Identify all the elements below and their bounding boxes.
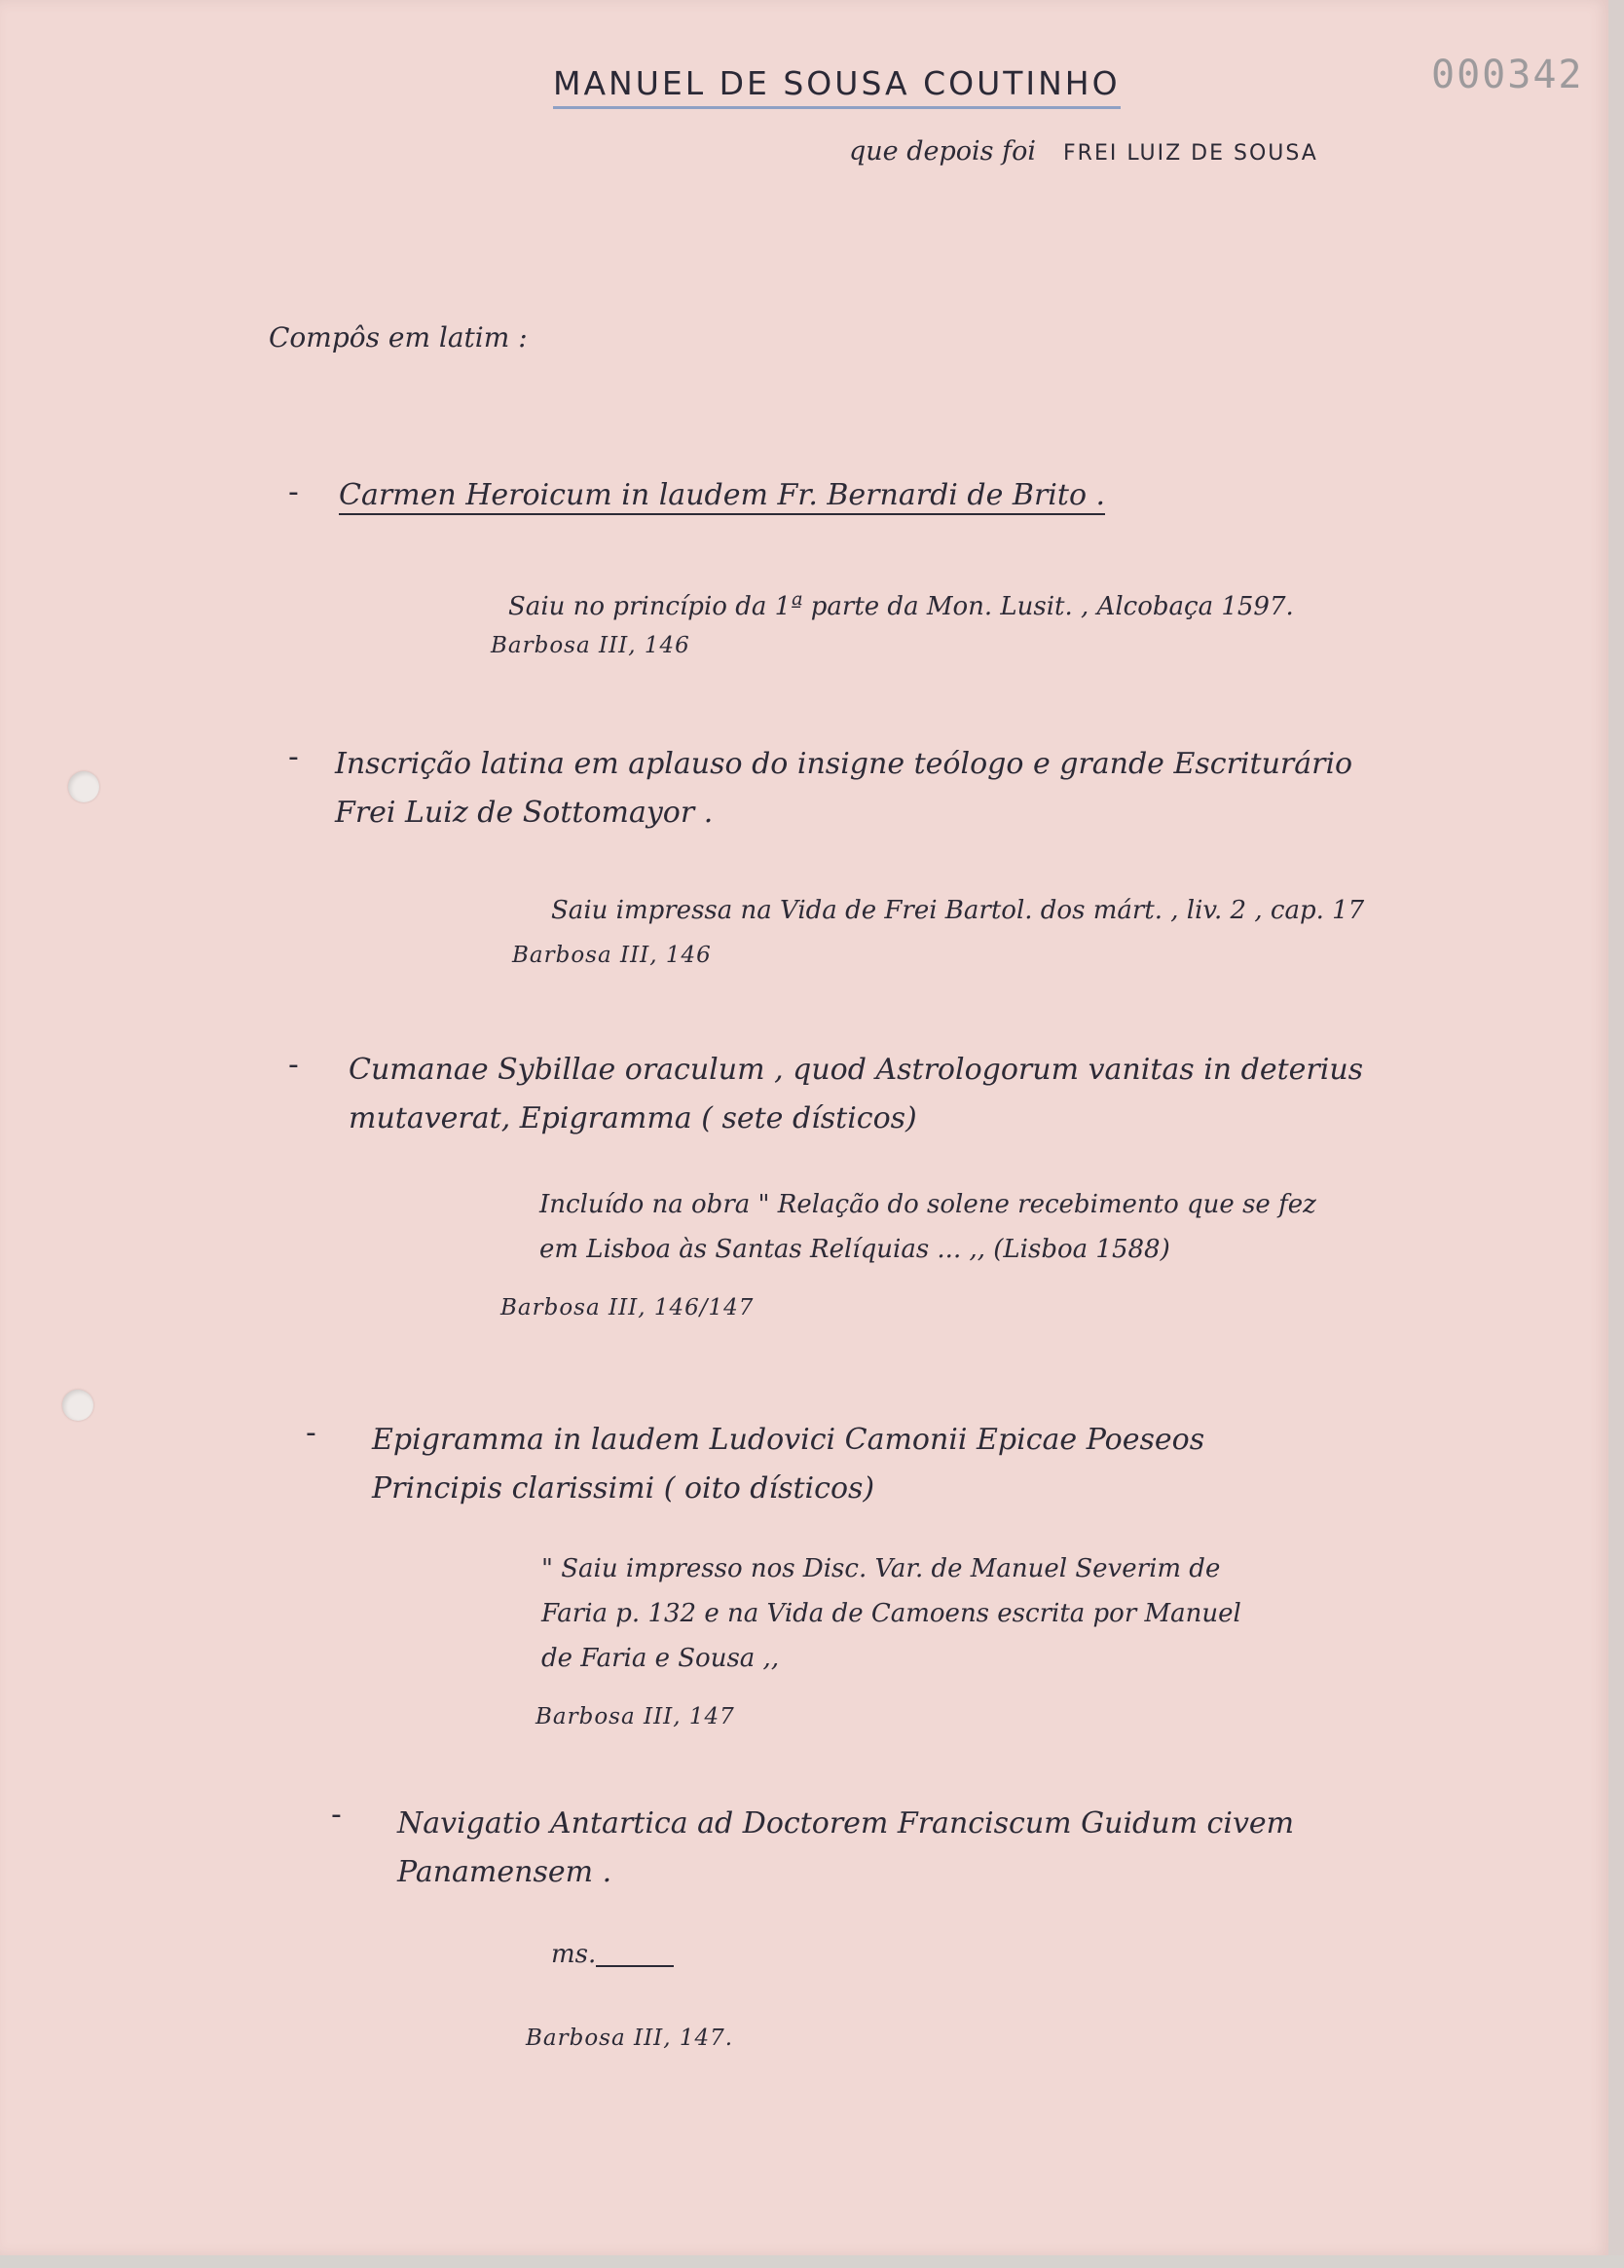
entry-title-line: Frei Luiz de Sottomayor . (335, 796, 714, 830)
punch-hole-top (68, 771, 99, 802)
entry-title-line: Navigatio Antartica ad Doctorem Franciscum Guidum civem (397, 1806, 1295, 1840)
entry-note (541, 1546, 1241, 1681)
entry-reference: Barbosa III, 147. (526, 2026, 734, 2051)
entry-title-line: mutaverat, Epigramma ( sete dísticos) (349, 1101, 917, 1135)
entry-title-line: Principis clarissimi ( oito dísticos) (372, 1471, 875, 1506)
entry-reference: Barbosa III, 146/147 (500, 1295, 755, 1320)
entry-note (551, 1932, 596, 1977)
note-rule (596, 1965, 674, 1967)
subtitle-name: FREI LUIZ DE SOUSA (1063, 141, 1318, 166)
entry-title-line: Cumanae Sybillae oraculum , quod Astrologorum vanitas in deterius (349, 1053, 1364, 1087)
entry-title-line: Inscrição latina em aplauso do insigne teólogo e grande Escriturário (335, 747, 1353, 781)
entry-title-line: Carmen Heroicum in laudem Fr. Bernardi de Brito . (339, 478, 1105, 515)
entry-note-line: de Faria e Sousa ,, (541, 1644, 780, 1673)
entry-note (508, 584, 1294, 629)
entry-dash: - (331, 1798, 342, 1832)
entry-title (339, 471, 1105, 520)
entry-dash: - (288, 475, 299, 509)
entry-title (335, 740, 1352, 837)
page-edge-bottom (0, 2255, 1624, 2268)
entry-note-line: Incluído na obra " Relação do solene recebimento que se fez (539, 1190, 1316, 1219)
entry-note (551, 888, 1364, 933)
entry-title-line: Epigramma in laudem Ludovici Camonii Epicae Poeseos (372, 1423, 1205, 1457)
entry-reference: Barbosa III, 146 (512, 943, 712, 968)
subtitle-prefix: que depois foi (849, 136, 1036, 167)
entry-note-line: Saiu impressa na Vida de Frei Bartol. dos márt. , liv. 2 , cap. 17 (551, 896, 1365, 925)
entry-title (397, 1800, 1294, 1897)
punch-hole-bottom (62, 1390, 93, 1421)
entry-note-line: Saiu no princípio da 1ª parte da Mon. Lusit. , Alcobaça 1597. (508, 592, 1294, 621)
page-subtitle (849, 136, 1318, 167)
intro-text: Compôs em latim : (269, 321, 528, 353)
entry-title (349, 1046, 1363, 1143)
entry-reference: Barbosa III, 146 (491, 633, 690, 658)
page-title: MANUEL DE SOUSA COUTINHO (553, 64, 1121, 109)
entry-note-line: ms. (551, 1940, 597, 1969)
entry-dash: - (288, 1048, 299, 1082)
entry-note (539, 1182, 1316, 1272)
entry-dash: - (306, 1416, 316, 1450)
entry-note-line: em Lisboa às Santas Relíquias ... ,, (Lisboa 1588) (539, 1235, 1170, 1264)
entry-title (372, 1416, 1204, 1513)
page-edge-right (1608, 0, 1624, 2268)
entry-title-line: Panamensem . (397, 1855, 612, 1889)
entry-note-line: Faria p. 132 e na Vida de Camoens escrita por Manuel (541, 1599, 1241, 1628)
archive-stamp-number: 000342 (1431, 53, 1584, 97)
entry-note-line: " Saiu impresso nos Disc. Var. de Manuel Severim de (541, 1554, 1221, 1583)
entry-reference: Barbosa III, 147 (535, 1704, 735, 1729)
entry-dash: - (288, 740, 299, 774)
